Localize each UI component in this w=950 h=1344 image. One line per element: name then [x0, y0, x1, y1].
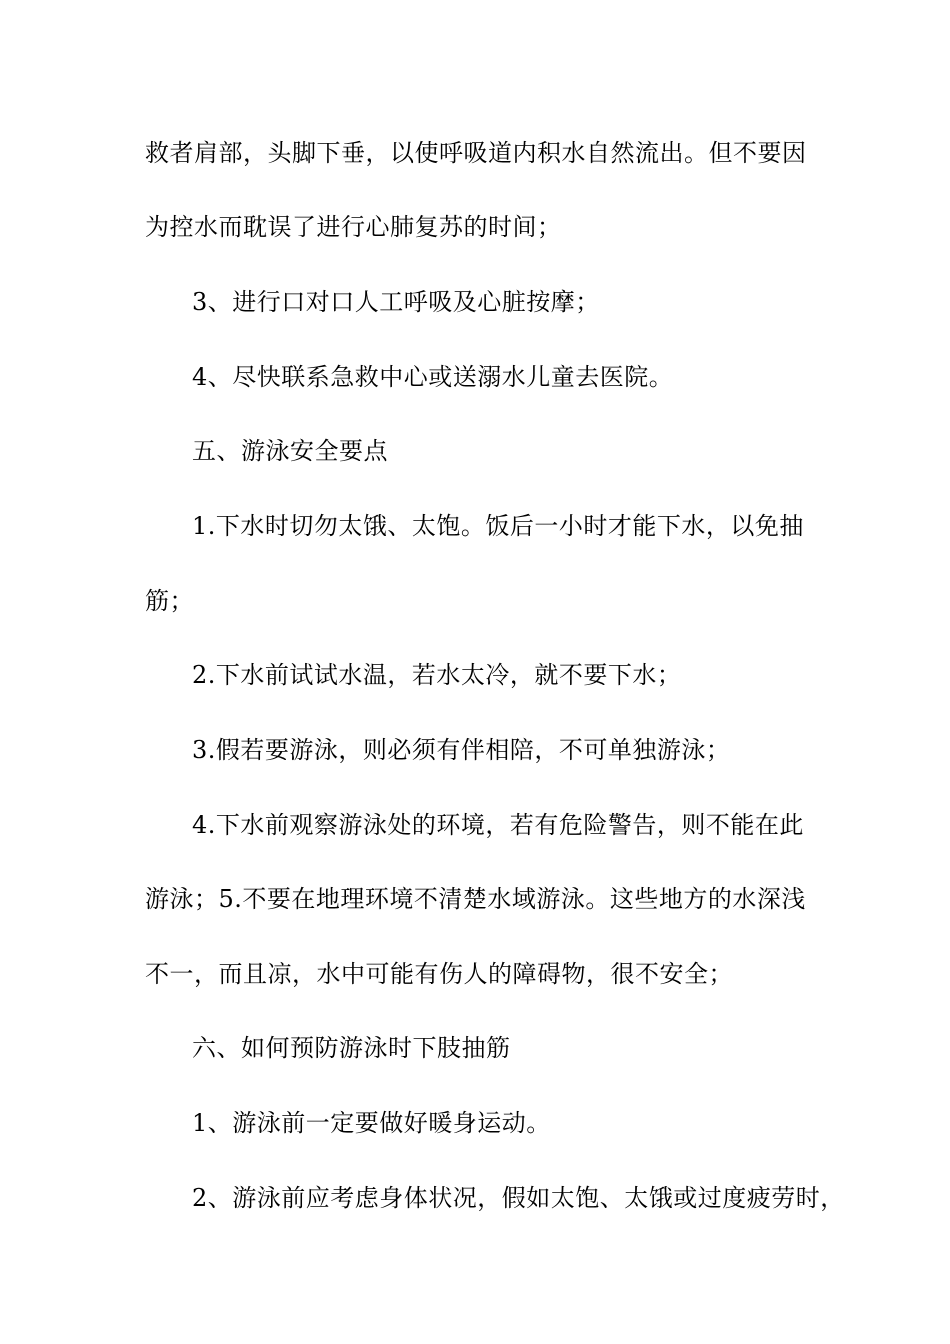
section-heading: 五、游泳安全要点 [192, 437, 388, 465]
list-item: 4、尽快联系急救中心或送溺水儿童去医院。 [192, 363, 674, 391]
list-item: 1.下水时切勿太饿、太饱。饭后一小时才能下水，以免抽 [192, 512, 804, 540]
list-item: 2、游泳前应考虑身体状况，假如太饱、太饿或过度疲劳时， [192, 1184, 845, 1212]
paragraph-line: 救者肩部，头脚下垂，以使呼吸道内积水自然流出。但不要因 [145, 139, 807, 167]
paragraph-line: 不一，而且凉，水中可能有伤人的障碍物，很不安全； [145, 960, 733, 988]
list-item: 2.下水前试试水温，若水太冷，就不要下水； [192, 661, 682, 689]
list-item: 1、游泳前一定要做好暖身运动。 [192, 1109, 551, 1137]
list-item: 3.假若要游泳，则必须有伴相陪，不可单独游泳； [192, 736, 731, 764]
section-heading: 六、如何预防游泳时下肢抽筋 [192, 1034, 511, 1062]
paragraph-line: 为控水而耽误了进行心肺复苏的时间； [145, 213, 562, 241]
paragraph-line: 筋； [145, 587, 194, 615]
list-item: 3、进行口对口人工呼吸及心脏按摩； [192, 288, 600, 316]
list-item: 4.下水前观察游泳处的环境，若有危险警告，则不能在此 [192, 811, 804, 839]
paragraph-line: 游泳；5.不要在地理环境不清楚水域游泳。这些地方的水深浅 [145, 885, 806, 913]
